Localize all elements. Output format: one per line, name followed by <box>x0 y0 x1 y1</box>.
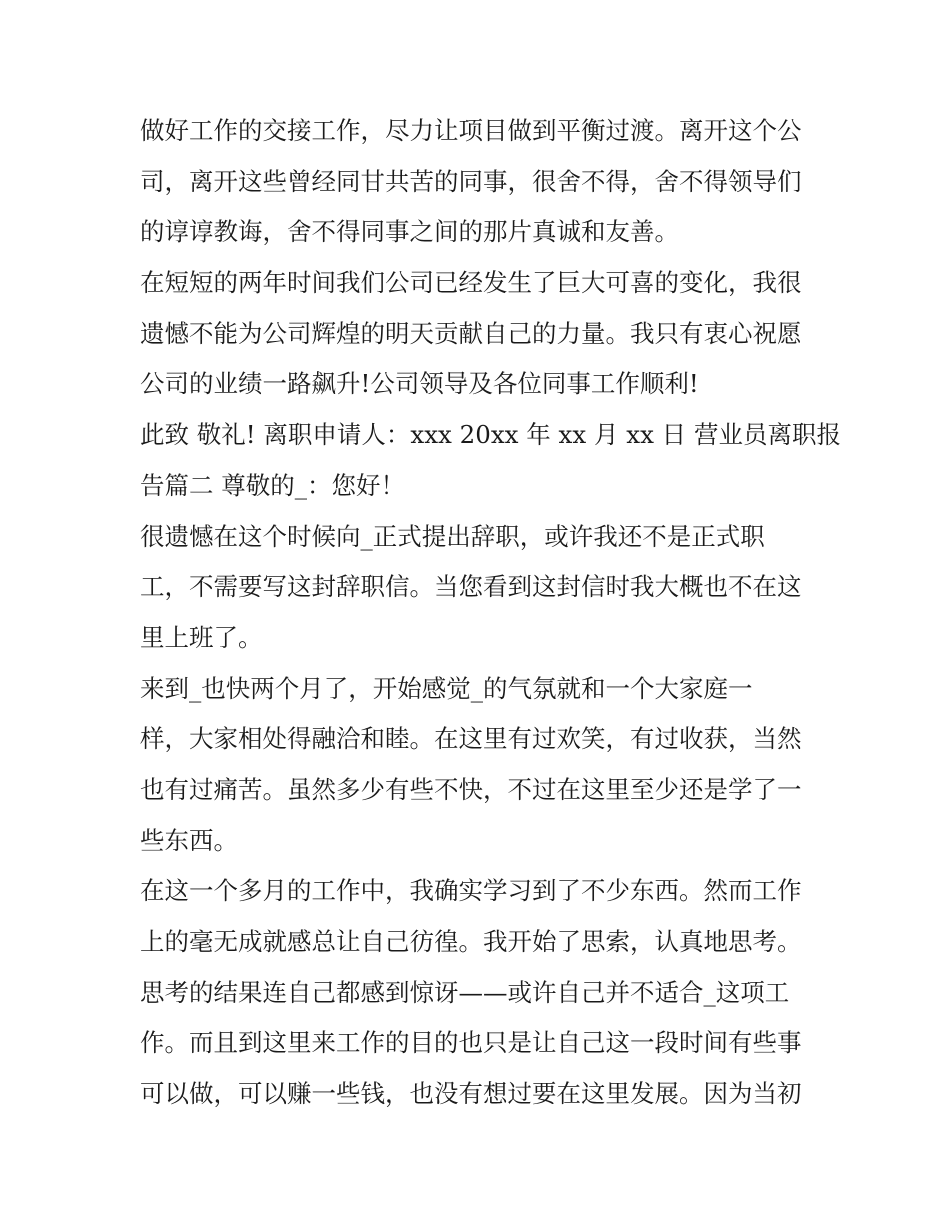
text-line: 做好工作的交接工作，尽力让项目做到平衡过渡。离开这个公 <box>140 116 802 145</box>
text-line: 工，不需要写这封辞职信。当您看到这封信时我大概也不在这 <box>140 572 802 602</box>
text-line: 很遗憾在这个时候向_正式提出辞职，或许我还不是正式职 <box>140 521 765 551</box>
text-line: 思考的结果连自己都感到惊讶——或许自己并不适合_这项工 <box>140 977 790 1007</box>
text-line: 上的毫无成就感总让自己彷徨。我开始了思索，认真地思考。 <box>140 927 802 956</box>
text-line: 在短短的两年时间我们公司已经发生了巨大可喜的变化，我很 <box>140 268 802 298</box>
text-line: 来到_也快两个月了，开始感觉_的气氛就和一个大家庭一 <box>140 673 753 703</box>
text-line: 遗憾不能为公司辉煌的明天贡献自己的力量。我只有衷心祝愿 <box>140 318 802 348</box>
text-line: 公司的业绩一路飙升!公司领导及各位同事工作顺利! <box>140 369 699 399</box>
text-line: 在这一个多月的工作中，我确实学习到了不少东西。然而工作 <box>140 876 802 906</box>
text-line: 作。而且到这里来工作的目的也只是让自己这一段时间有些事 <box>140 1028 802 1058</box>
text-line: 可以做，可以赚一些钱，也没有想过要在这里发展。因为当初 <box>140 1079 802 1109</box>
text-line: 样，大家相处得融洽和睦。在这里有过欢笑，有过收获，当然 <box>140 724 802 754</box>
text-line: 司，离开这些曾经同甘共苦的同事，很舍不得，舍不得领导们 <box>140 166 802 196</box>
text-line: 此致 敬礼! 离职申请人：xxx 20xx 年 xx 月 xx 日 营业员离职报 <box>140 420 841 450</box>
text-line: 些东西。 <box>140 825 238 855</box>
text-line: 告篇二 尊敬的_：您好！ <box>140 470 406 500</box>
text-line: 的谆谆教诲，舍不得同事之间的那片真诚和友善。 <box>140 217 679 247</box>
document-body <box>140 106 841 1120</box>
text-line: 也有过痛苦。虽然多少有些不快，不过在这里至少还是学了一 <box>140 774 802 804</box>
text-line: 里上班了。 <box>140 622 263 652</box>
